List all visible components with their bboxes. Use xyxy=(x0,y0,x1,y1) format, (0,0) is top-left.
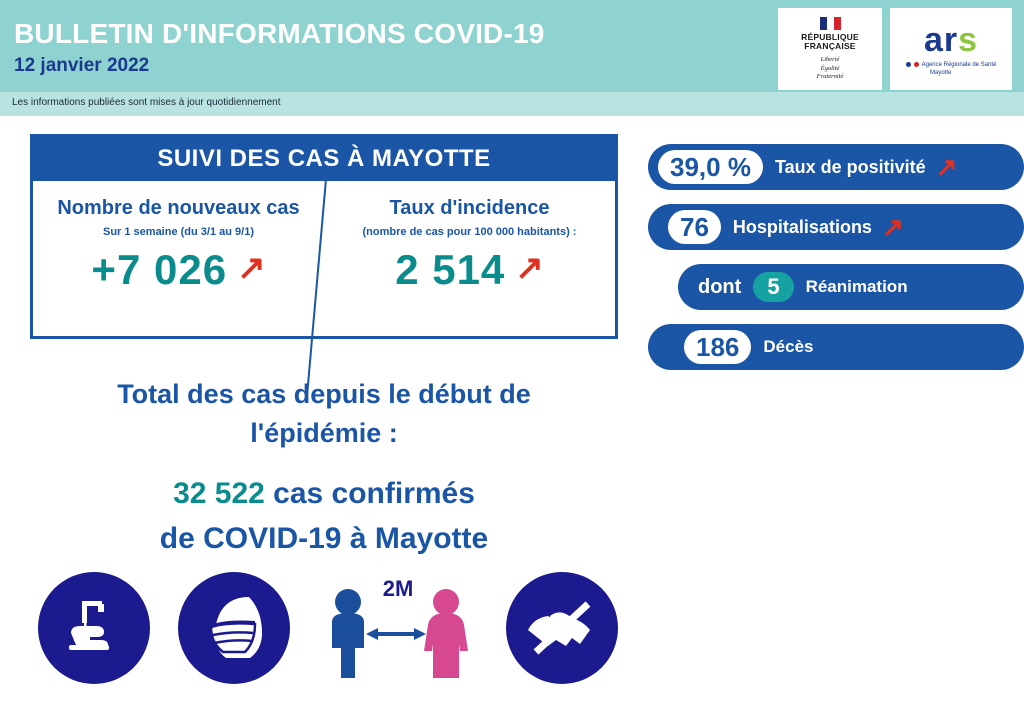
totals-confirmed-line xyxy=(30,471,618,516)
distance-label: 2M xyxy=(382,575,414,601)
incidence-rate-title: Taux d'incidence xyxy=(389,197,550,219)
key-indicators-panel xyxy=(648,144,1024,384)
new-cases-subtitle: Sur 1 semaine (du 3/1 au 9/1) xyxy=(102,226,254,238)
ars-logo-wordmark: ars xyxy=(923,20,979,59)
trend-up-arrow-icon: ↗ xyxy=(237,249,266,287)
page-header xyxy=(0,0,1024,92)
new-cases-title: Nombre de nouveaux cas xyxy=(57,197,300,219)
reanimation-prefix: dont xyxy=(698,275,742,298)
new-cases-block xyxy=(33,181,324,336)
stat-row-positivity xyxy=(648,144,1024,190)
bulletin-date: 12 janvier 2022 xyxy=(14,55,150,76)
new-cases-value-row xyxy=(91,246,265,294)
header-update-note: Les informations publiées sont mises à jour quotidiennement xyxy=(12,97,281,108)
face-mask-pictogram xyxy=(178,572,290,684)
trend-up-arrow-icon: ↗ xyxy=(881,212,904,242)
card-title: SUIVI DES CAS À MAYOTTE xyxy=(33,137,615,181)
social-distance-pictogram xyxy=(318,572,478,684)
rf-logo-motto: Liberté Égalité Fraternité xyxy=(816,56,844,80)
hospitalisations-value: 76 xyxy=(668,210,721,244)
reanimation-label: Réanimation xyxy=(805,277,908,296)
ars-logo-region: Mayotte xyxy=(930,69,952,76)
cases-summary-card xyxy=(30,134,618,339)
incidence-rate-block xyxy=(324,181,615,336)
deces-label: Décès xyxy=(763,337,814,356)
card-body xyxy=(33,181,615,336)
french-flag-icon xyxy=(820,17,841,30)
page-title: BULLETIN D'INFORMATIONS COVID-19 xyxy=(14,18,545,49)
new-cases-value: +7 026 xyxy=(91,246,228,293)
ars-logo-subtitle: Agence Régionale de Santé xyxy=(906,62,997,68)
ars-logo xyxy=(890,8,1012,90)
face-mask-icon xyxy=(178,572,290,684)
deces-value: 186 xyxy=(684,330,751,364)
positivity-value: 39,0 % xyxy=(658,150,763,184)
trend-up-arrow-icon: ↗ xyxy=(515,249,544,287)
totals-line-1: Total des cas depuis le début de xyxy=(117,379,531,409)
stat-row-hospitalisations xyxy=(648,204,1024,250)
rf-logo-name: RÉPUBLIQUE FRANÇAISE xyxy=(801,31,859,52)
cumulative-totals xyxy=(30,375,618,561)
handwash-pictogram xyxy=(38,572,150,684)
republique-francaise-logo xyxy=(778,8,882,90)
reanimation-value: 5 xyxy=(753,272,793,302)
positivity-label: Taux de positivité xyxy=(774,156,926,177)
ars-dot-blue-icon xyxy=(906,62,911,67)
trend-up-arrow-icon: ↗ xyxy=(935,152,958,182)
totals-line-1b: l'épidémie : xyxy=(250,418,398,449)
hospitalisations-label: Hospitalisations xyxy=(732,216,872,237)
ars-dot-red-icon xyxy=(914,62,919,67)
total-confirmed-number: 32 522 xyxy=(173,477,265,511)
incidence-rate-value: 2 514 xyxy=(395,246,506,293)
total-confirmed-suffix: cas confirmés xyxy=(264,477,475,511)
incidence-rate-subtitle: (nombre de cas pour 100 000 habitants) : xyxy=(362,226,577,238)
totals-line-3: de COVID-19 à Mayotte xyxy=(159,522,489,556)
incidence-rate-value-row xyxy=(395,246,544,294)
stat-row-reanimation xyxy=(678,264,1024,310)
no-handshake-icon xyxy=(506,572,618,684)
stat-row-deces xyxy=(648,324,1024,370)
no-handshake-pictogram xyxy=(506,572,618,684)
prevention-pictograms xyxy=(38,570,638,685)
handwash-icon xyxy=(38,572,150,684)
